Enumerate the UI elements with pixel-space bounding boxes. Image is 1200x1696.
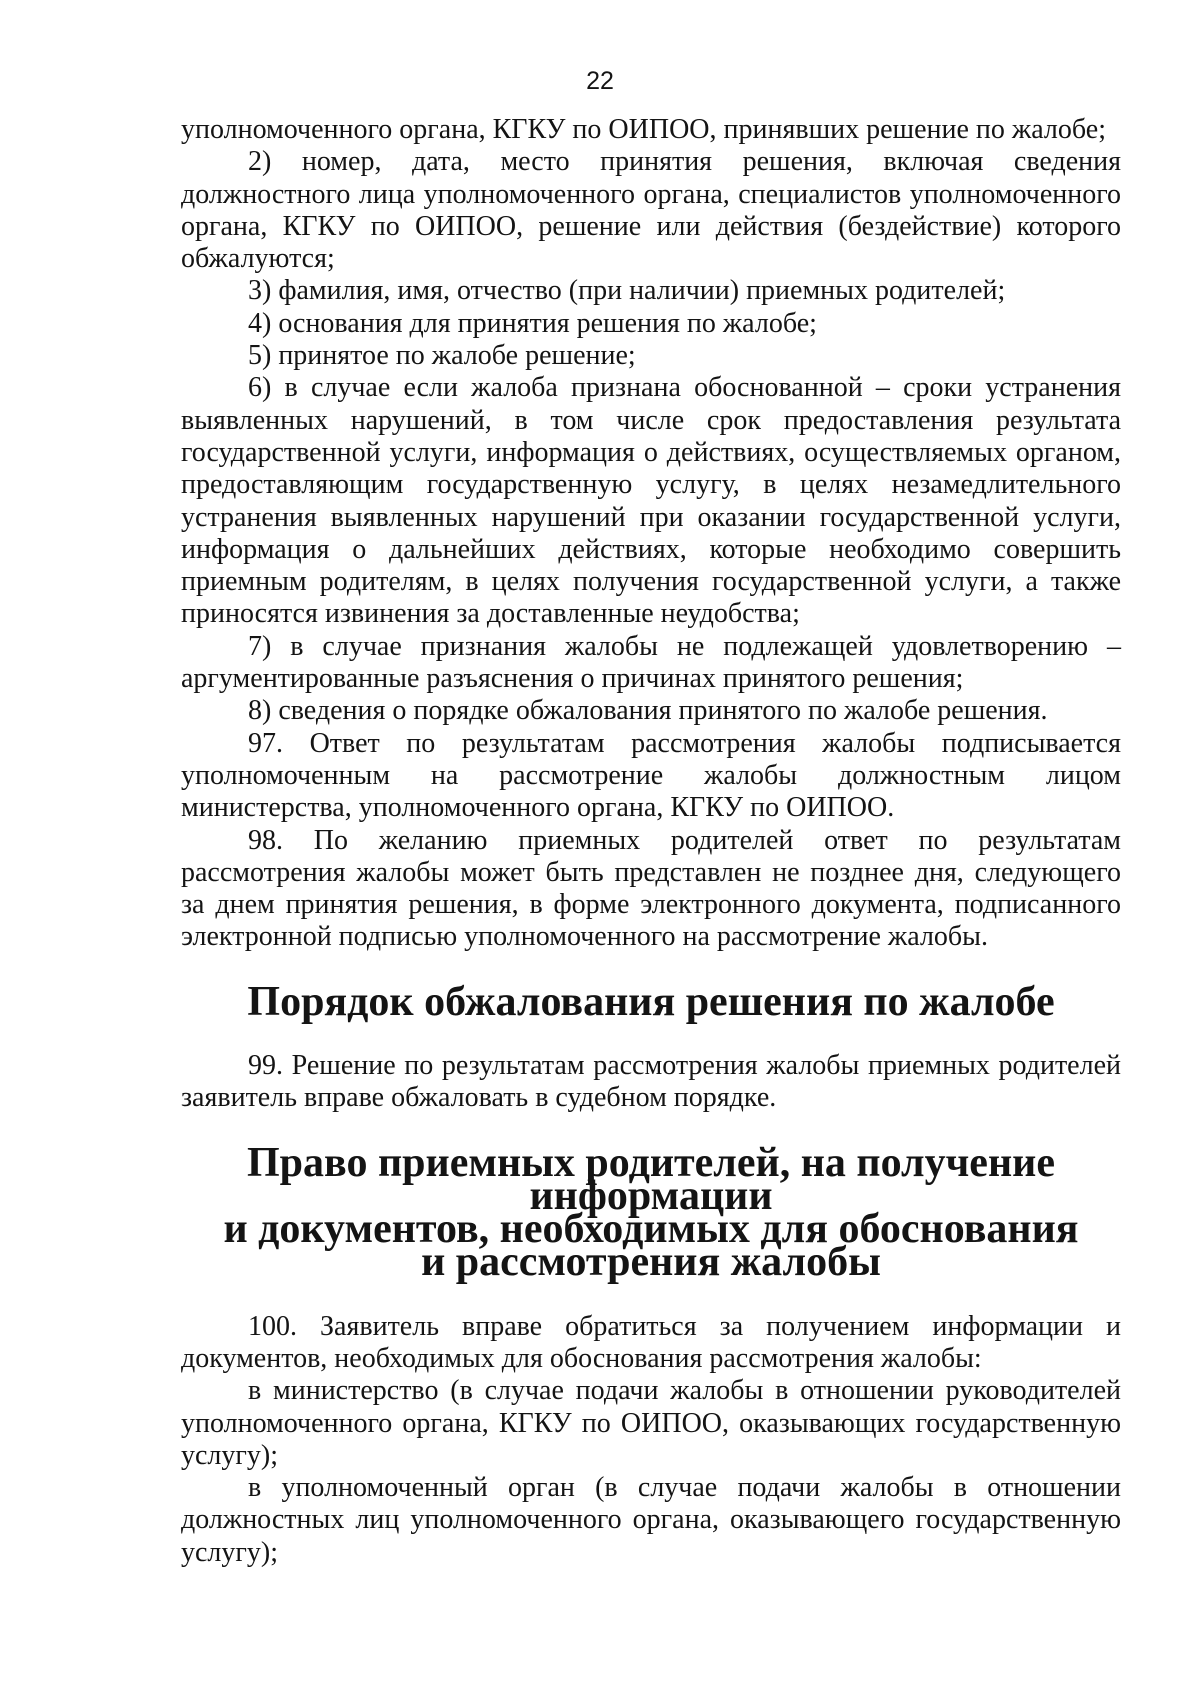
- paragraph-100: 100. Заявитель вправе обратиться за получением информации и документов, необходимых для обоснования рассмотрения жалобы:: [181, 1310, 1121, 1374]
- list-item-4: 4) основания для принятия решения по жалобе;: [248, 307, 817, 339]
- paragraph-98: 98. По желанию приемных родителей ответ по результатам рассмотрения жалобы может быть представлен не позднее дня, следующего за днем принятия решения, в форме электронного документа, подписанного электронной подписью уполномоченного на рассмотрение жалобы.: [181, 824, 1121, 953]
- heading-line: Порядок обжалования решения по жалобе: [247, 978, 1055, 1025]
- paragraph-100-authorized-body: в уполномоченный орган (в случае подачи жалобы в отношении должностных лиц уполномоченного органа, оказывающего государственную услугу);: [181, 1472, 1121, 1568]
- page-number: 22: [586, 67, 614, 95]
- paragraph-97: 97. Ответ по результатам рассмотрения жалобы подписывается уполномоченным на рассмотрение жалобы должностным лицом министерства, уполномоченного органа, КГКУ по ОИПОО.: [181, 727, 1121, 824]
- paragraph-99: 99. Решение по результатам рассмотрения жалобы приемных родителей заявитель вправе обжаловать в судебном порядке.: [181, 1050, 1121, 1114]
- paragraph-96-1-continuation: уполномоченного органа, КГКУ по ОИПОО, принявших решение по жалобе;: [181, 114, 1106, 145]
- section-heading-right-to-information: [181, 1139, 1121, 1285]
- list-item-7: 7) в случае признания жалобы не подлежащей удовлетворению – аргументированные разъяснения о причинах принятого решения;: [181, 630, 1121, 695]
- heading-line: и рассмотрения жалобы: [421, 1238, 881, 1285]
- list-item-5: 5) принятое по жалобе решение;: [248, 340, 636, 372]
- list-item-2: 2) номер, дата, место принятия решения, включая сведения должностного лица уполномоченного органа, специалистов уполномоченного органа, КГКУ по ОИПОО, решение или действия (бездействие) которого обжалуются;: [181, 146, 1121, 275]
- paragraph-100-ministry: в министерство (в случае подачи жалобы в отношении руководителей уполномоченного органа, КГКУ по ОИПОО, оказывающих государственную услугу);: [181, 1375, 1121, 1471]
- section-heading-appeal-procedure: [181, 978, 1121, 1025]
- heading-line: Право приемных родителей, на получение информации: [247, 1139, 1055, 1219]
- list-item-6: 6) в случае если жалоба признана обоснованной – сроки устранения выявленных нарушений, в том числе срок предоставления результата государственной услуги, информация о действиях, осуществляемых органом, предоставляющим государственную услугу, в целях незамедлительного устранения выявленных нарушений при оказании государственной услуги, информация о дальнейших действиях, которые необходимо совершить приемным родителям, в целях получения государственной услуги, а также приносятся извинения за доставленные неудобства;: [181, 372, 1121, 630]
- heading-line: и документов, необходимых для обоснования: [223, 1205, 1079, 1252]
- list-item-8: 8) сведения о порядке обжалования принятого по жалобе решения.: [248, 695, 1048, 727]
- list-item-3: 3) фамилия, имя, отчество (при наличии) приемных родителей;: [248, 275, 1006, 307]
- document-body: [181, 114, 1121, 1569]
